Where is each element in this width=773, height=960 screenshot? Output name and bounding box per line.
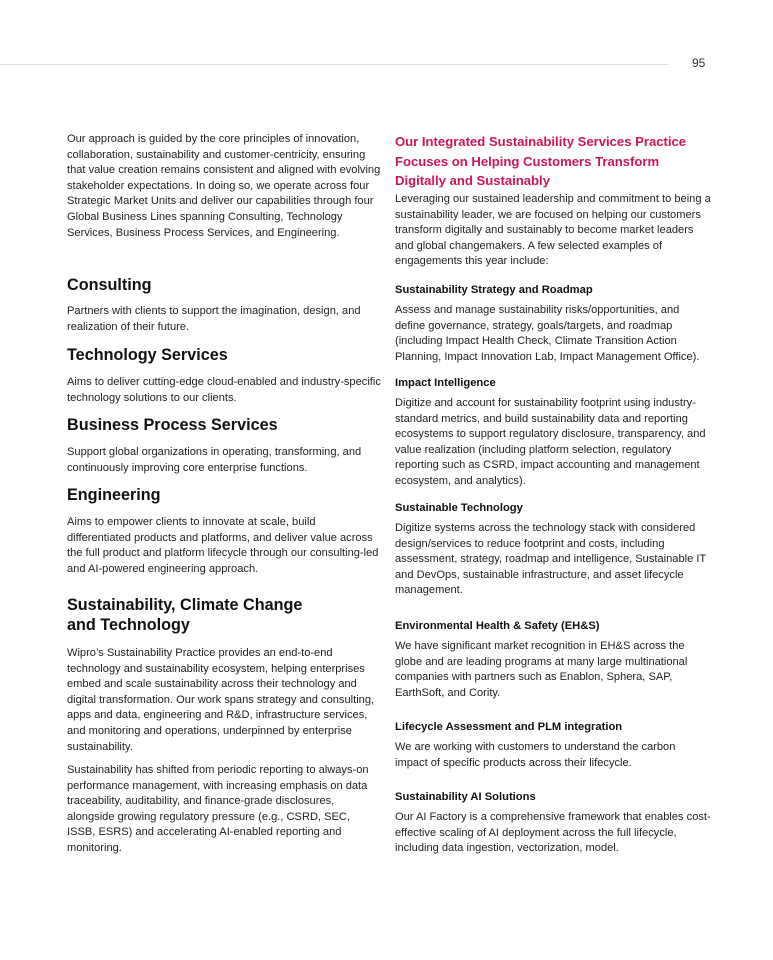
lifecycle-plm-title: Lifecycle Assessment and PLM integration: [395, 721, 623, 733]
sustainability-heading-line1: Sustainability, Climate Change: [67, 596, 303, 614]
practice-intro: Leveraging our sustained leadership and commitment to being a sustainability leader, we are focused on helping our customers transform digitally and sustainably to become market leaders and global changemakers. A few selected examples of engagements this year include:: [395, 193, 711, 268]
lifecycle-plm-body: We are working with customers to understand the carbon impact of specific products across their lifecycle.: [395, 741, 676, 769]
header-rule: [0, 64, 668, 65]
engineering-heading: Engineering: [67, 486, 161, 504]
sustainability-paragraph-1: Wipro’s Sustainability Practice provides an end-to-end technology and sustainability ecosystem, helping enterprises embed and scale sustainability across their technology and digital transformation. Our work spans strategy and consulting, apps and data, engineering and R&D, infrastructure services, and monitoring and operations, underpinned by enterprise sustainability.: [67, 647, 375, 753]
business-process-services-heading: Business Process Services: [67, 416, 278, 434]
business-process-services-body: Support global organizations in operating, transforming, and continuously improving core enterprise functions.: [67, 446, 362, 474]
technology-services-heading: Technology Services: [67, 346, 228, 364]
engineering-body: Aims to empower clients to innovate at scale, build differentiated products and platforms, and deliver value across the full product and platform lifecycle through our consulting-led and AI-powered engineering approach.: [67, 516, 379, 575]
ai-solutions-body: Our AI Factory is a comprehensive framework that enables cost-effective scaling of AI deployment across the full lifecycle, including data ingestion, vectorization, model.: [395, 811, 711, 855]
sustainability-paragraph-2: Sustainability has shifted from periodic reporting to always-on performance management, with increasing emphasis on data traceability, auditability, and finance-grade disclosures, alongside growing regulatory pressure (e.g., CSRD, SEC, ISSB, ESRS) and accelerating AI-enabled reporting and monitoring.: [67, 764, 369, 854]
impact-intelligence-body: Digitize and account for sustainability footprint using industry-standard metrics, and build sustainability data and reporting ecosystems to support regulatory disclosure, transparency, and value realization (including platform selection, regulatory reporting such as CSRD, impact accounting and management ecosystem, and analytics).: [395, 397, 706, 487]
strategy-roadmap-title: Sustainability Strategy and Roadmap: [395, 284, 593, 296]
consulting-heading: Consulting: [67, 276, 152, 294]
ehs-body: We have significant market recognition in EH&S across the globe and are leading programs at many large multinational companies with partners such as Enablon, Sphera, SAP, EarthSoft, and Cority.: [395, 640, 688, 699]
sustainable-technology-body: Digitize systems across the technology stack with considered design/services to reduce footprint and costs, including assessment, strategy, roadmap and intelligence, Sustainable IT and DevOps, sustainable infrastructure, and asset lifecycle management.: [395, 522, 707, 597]
sustainable-technology-title: Sustainable Technology: [395, 502, 523, 514]
sustainability-heading-line2: and Technology: [67, 616, 190, 634]
sustainability-heading: [67, 595, 381, 635]
consulting-body: Partners with clients to support the imagination, design, and realization of their future.: [67, 305, 361, 333]
impact-intelligence-title: Impact Intelligence: [395, 377, 496, 389]
practice-heading: Our Integrated Sustainability Services Practice Focuses on Helping Customers Transform Digitally and Sustainably: [395, 134, 687, 189]
page-number: 95: [692, 56, 706, 70]
intro-paragraph: Our approach is guided by the core principles of innovation, collaboration, sustainability and customer-centricity, ensuring that value creation remains consistent and aligned with evolving stakeholder expectations. In doing so, we operate across four Strategic Market Units and deliver our capabilities through four Global Business Lines spanning Consulting, Technology Services, Business Process Services, and Engineering.: [67, 133, 381, 239]
ai-solutions-title: Sustainability AI Solutions: [395, 791, 536, 803]
strategy-roadmap-body: Assess and manage sustainability risks/opportunities, and define governance, strategy, goals/targets, and roadmap (including Impact Health Check, Climate Transition Action Planning, Impact Innovation Lab, Impact Management Office).: [395, 304, 700, 363]
technology-services-body: Aims to deliver cutting-edge cloud-enabled and industry-specific technology solutions to our clients.: [67, 376, 381, 404]
ehs-title: Environmental Health & Safety (EH&S): [395, 620, 600, 632]
